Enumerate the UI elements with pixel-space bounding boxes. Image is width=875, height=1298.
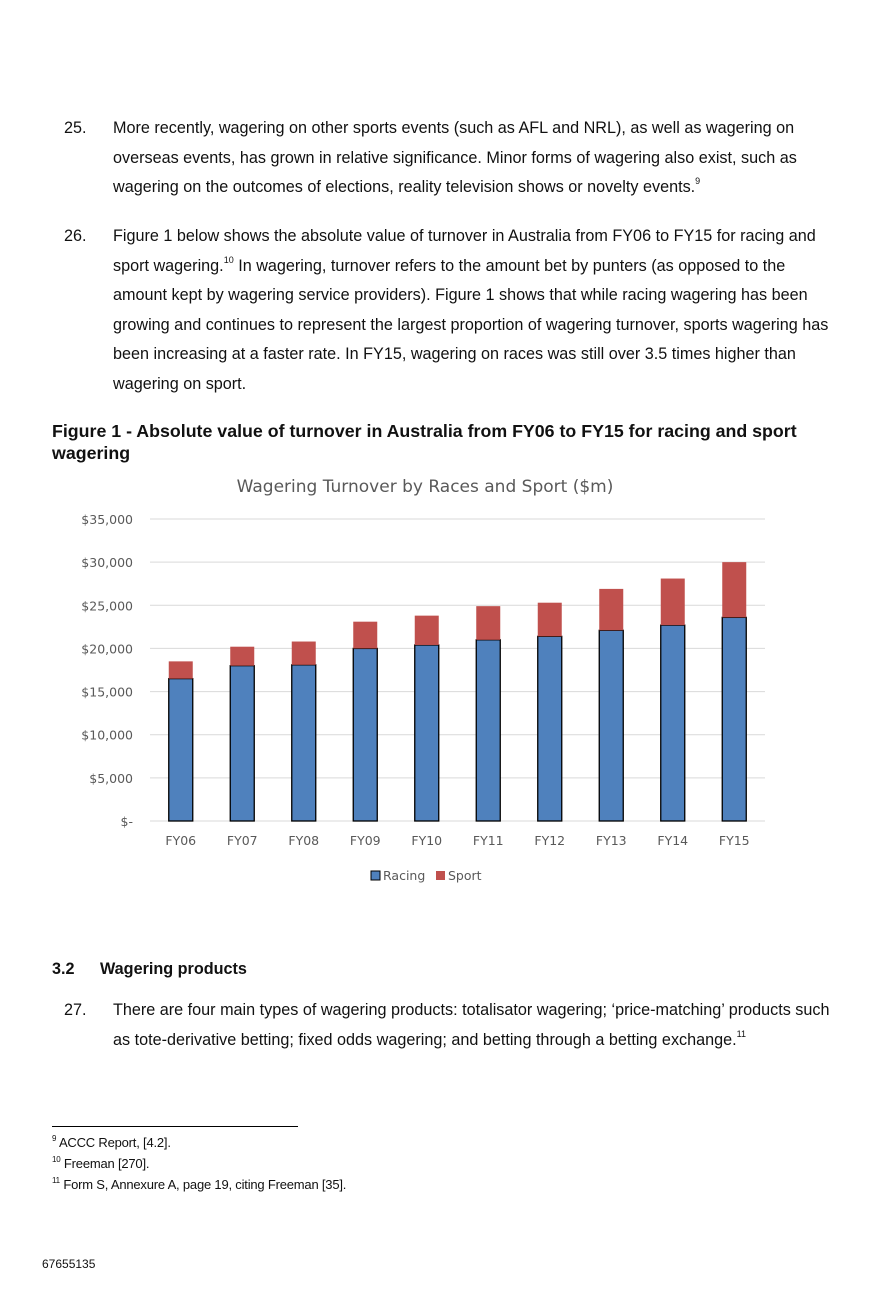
y-tick-label: $30,000 bbox=[81, 555, 133, 571]
paragraph-27 bbox=[60, 996, 840, 1055]
y-tick-label: $25,000 bbox=[81, 598, 133, 614]
x-tick-label: FY13 bbox=[595, 833, 627, 848]
x-tick-label: FY08 bbox=[288, 833, 320, 848]
y-tick-label: $- bbox=[120, 814, 133, 829]
legend-swatch-racing bbox=[371, 871, 380, 880]
legend-label-sport: Sport bbox=[448, 868, 482, 883]
chart-x-ticks bbox=[165, 833, 749, 848]
x-tick-label: FY11 bbox=[472, 833, 504, 848]
x-tick-label: FY15 bbox=[718, 833, 750, 848]
paragraph-number: 26. bbox=[64, 227, 87, 245]
bar-racing-fy08 bbox=[292, 665, 316, 821]
bar-racing-fy11 bbox=[476, 640, 500, 821]
document-id: 67655135 bbox=[42, 1257, 96, 1271]
chart-y-ticks bbox=[81, 512, 133, 829]
footnote-text: Freeman [270]. bbox=[63, 1156, 150, 1171]
legend-swatch-sport bbox=[436, 871, 445, 880]
footnote-reference: 11 bbox=[736, 1028, 746, 1039]
footnote-text: ACCC Report, [4.2]. bbox=[58, 1135, 171, 1150]
bar-sport-fy15 bbox=[722, 562, 746, 617]
y-tick-label: $15,000 bbox=[81, 684, 133, 700]
y-tick-label: $20,000 bbox=[81, 641, 133, 657]
footnote bbox=[52, 1153, 346, 1174]
paragraph-text-segment: Figure 1 below shows the absolute value of turnover in Australia from FY06 to FY15 for racing and sport wagering. bbox=[113, 227, 816, 275]
footnote bbox=[52, 1174, 346, 1195]
bar-sport-fy06 bbox=[169, 661, 193, 678]
bar-racing-fy15 bbox=[722, 617, 746, 821]
bar-sport-fy12 bbox=[538, 603, 562, 637]
bar-racing-fy06 bbox=[169, 679, 193, 821]
bar-racing-fy07 bbox=[230, 666, 254, 821]
bar-sport-fy07 bbox=[230, 647, 254, 666]
paragraph-text-segment: More recently, wagering on other sports events (such as AFL and NRL), as well as wagering on overseas events, has grown in relative significance. Minor forms of wagering also exist, such as wagering on the outcomes of elections, reality television shows or novelty events. bbox=[113, 119, 797, 196]
y-tick-label: $10,000 bbox=[81, 727, 133, 743]
x-tick-label: FY09 bbox=[349, 833, 381, 848]
bar-racing-fy10 bbox=[415, 645, 439, 821]
bar-racing-fy13 bbox=[599, 630, 623, 821]
y-tick-label: $5,000 bbox=[89, 770, 133, 786]
bar-sport-fy08 bbox=[292, 642, 316, 665]
x-tick-label: FY14 bbox=[657, 833, 689, 848]
bar-racing-fy14 bbox=[661, 625, 685, 821]
footnote-mark: 10 bbox=[52, 1155, 61, 1164]
footnote-reference: 10 bbox=[223, 254, 234, 265]
paragraph-text-segment: In wagering, turnover refers to the amount bet by punters (as opposed to the amount kept by wagering service providers). Figure 1 shows that while racing wagering has been growing and continues to represent the largest proportion of wagering turnover, sports wagering has been increasing at a faster rate. In FY15, wagering on races was still over 3.5 times higher than wagering on sport. bbox=[113, 256, 829, 393]
bar-sport-fy10 bbox=[415, 616, 439, 645]
bar-racing-fy12 bbox=[538, 636, 562, 821]
x-tick-label: FY07 bbox=[226, 833, 258, 848]
legend-label-racing: Racing bbox=[383, 868, 426, 883]
section-title: Wagering products bbox=[100, 960, 247, 978]
footnote-separator bbox=[52, 1126, 298, 1127]
paragraph-number: 25. bbox=[64, 119, 87, 137]
bar-sport-fy13 bbox=[599, 589, 623, 630]
x-tick-label: FY06 bbox=[165, 833, 197, 848]
section-number: 3.2 bbox=[52, 960, 75, 978]
paragraph-text bbox=[113, 996, 840, 1055]
footnote-mark: 11 bbox=[52, 1176, 60, 1185]
paragraph-number: 27. bbox=[64, 1001, 87, 1019]
y-tick-label: $35,000 bbox=[81, 512, 133, 527]
footnote-mark: 9 bbox=[52, 1134, 57, 1143]
bar-sport-fy11 bbox=[476, 606, 500, 640]
bar-sport-fy09 bbox=[353, 622, 377, 649]
footnote bbox=[52, 1132, 346, 1153]
section-heading bbox=[52, 960, 247, 979]
chart-legend bbox=[371, 868, 482, 883]
chart-title: Wagering Turnover by Races and Sport ($m) bbox=[236, 477, 614, 497]
paragraph-text-segment: There are four main types of wagering products: totalisator wagering; ‘price-matching’ products such as tote-derivative betting; fixed odds wagering; and betting through a betting exchange. bbox=[113, 1001, 830, 1049]
x-tick-label: FY12 bbox=[534, 833, 566, 848]
bar-sport-fy14 bbox=[661, 579, 685, 626]
footnote-text: Form S, Annexure A, page 19, citing Freeman [35]. bbox=[63, 1177, 347, 1192]
footnote-reference: 9 bbox=[695, 176, 701, 186]
bar-racing-fy09 bbox=[353, 648, 377, 821]
footnotes bbox=[52, 1132, 346, 1195]
figure-caption: Figure 1 - Absolute value of turnover in Australia from FY06 to FY15 for racing and sport wagering bbox=[52, 421, 797, 463]
x-tick-label: FY10 bbox=[411, 833, 443, 848]
